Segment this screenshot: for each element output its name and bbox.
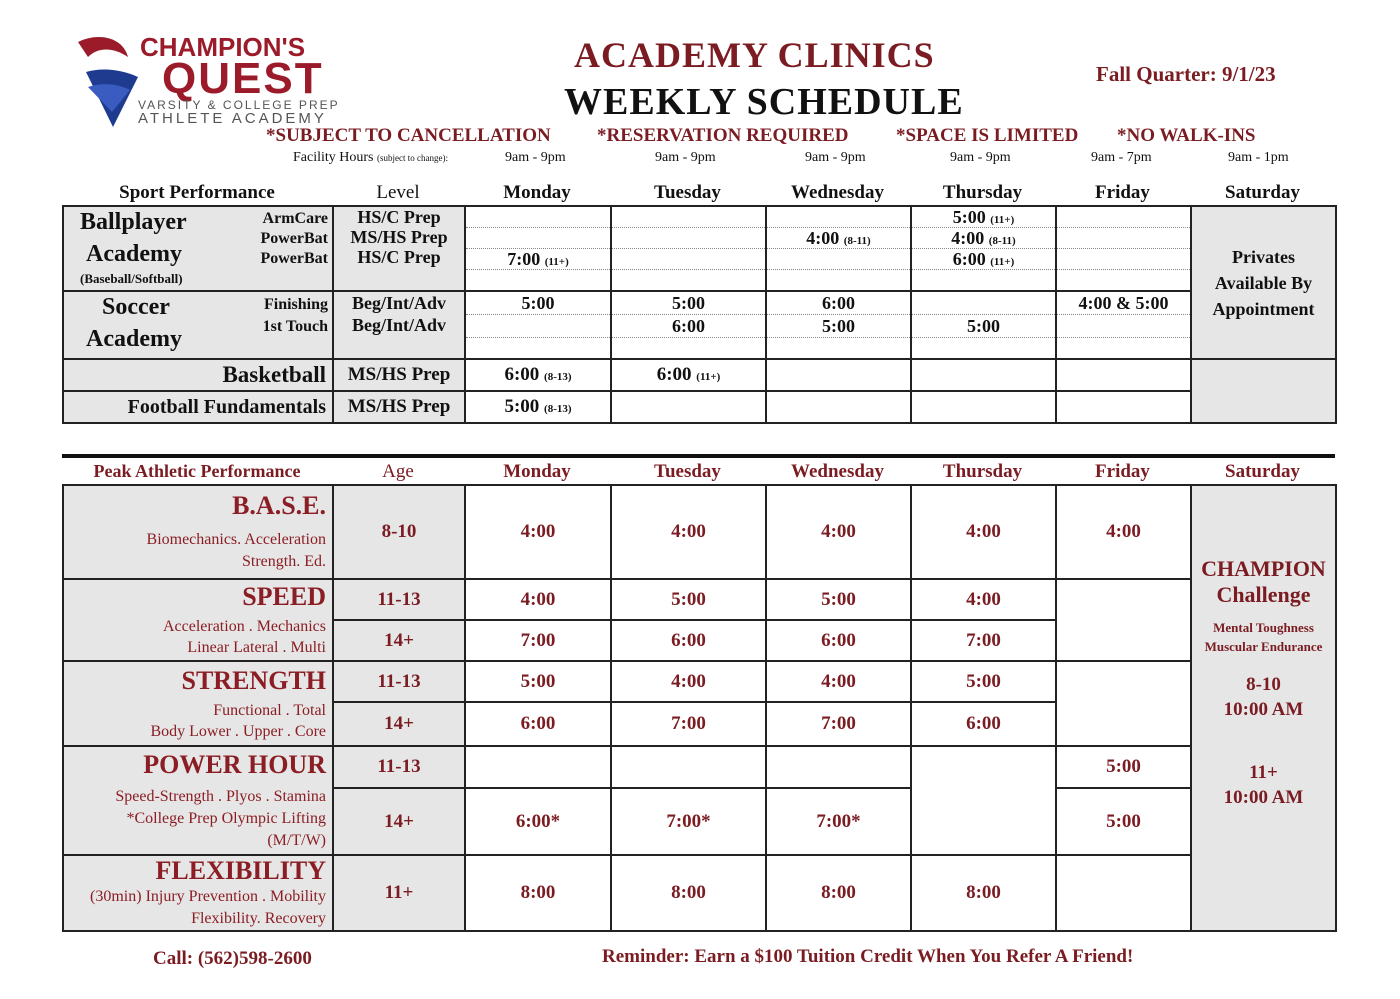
age-note: (11+) (696, 371, 721, 383)
program-subtitle: *College Prep Olympic Lifting (126, 809, 326, 827)
time-cell: 4:00 (911, 485, 1056, 579)
reminder-label: Reminder: (602, 946, 690, 967)
program-subtitle: Body Lower . Upper . Core (150, 722, 326, 740)
age-cell: 11+ (333, 855, 465, 931)
hours-thursday: 9am - 9pm (950, 150, 1011, 165)
day-header-friday: Friday (1095, 182, 1150, 203)
quarter-label: Fall Quarter: 9/1/23 (1096, 62, 1276, 86)
notice-cancellation: *SUBJECT TO CANCELLATION (266, 125, 551, 146)
facility-hours-label (293, 150, 448, 166)
sport-performance-header: Sport Performance (119, 182, 275, 203)
notice-walkins: *NO WALK-INS (1117, 125, 1256, 146)
basketball-label: Basketball (63, 359, 333, 391)
notice-space: *SPACE IS LIMITED (896, 125, 1079, 146)
day-header-monday: Monday (503, 182, 571, 203)
time-cell: 5:00 (611, 579, 766, 620)
age-cell: 8-10 (333, 485, 465, 579)
ballplayer-academy-cell (63, 206, 333, 291)
day-header-wednesday: Wednesday (791, 461, 884, 482)
facility-hours-text: Facility Hours (293, 150, 374, 165)
time-cell: 8:00 (611, 855, 766, 931)
time-text: 6:00 (656, 364, 692, 385)
privates-text: Privates (1232, 246, 1295, 267)
level-text: HS/C Prep (357, 207, 441, 227)
soccer-academy-cell (63, 291, 333, 359)
time-cell: 6:00 (465, 702, 611, 746)
basketball-thursday-cell (911, 359, 1056, 391)
age-note: (8-13) (544, 371, 572, 383)
time-cell: 4:00 (611, 661, 766, 702)
session-time-text: 10:00 AM (1223, 699, 1304, 720)
time-text: 6:00 (952, 249, 986, 269)
day-header-saturday: Saturday (1225, 182, 1300, 203)
available-by-text: Available By (1214, 272, 1313, 293)
ballplayer-tuesday-cell (611, 206, 766, 291)
program-subtitle: Functional . Total (213, 701, 326, 719)
time-cell: 8:00 (911, 855, 1056, 931)
program-subtitle: (M/T/W) (267, 831, 326, 849)
soccer-monday-cell (465, 291, 611, 359)
basketball-level: MS/HS Prep (333, 359, 465, 391)
program-subtitle: Speed-Strength . Plyos . Stamina (115, 787, 326, 805)
time-cell: 5:00 (911, 661, 1056, 702)
time-cell (1056, 579, 1191, 661)
ballplayer-name: Ballplayer (80, 209, 187, 235)
ballplayer-monday-cell (465, 206, 611, 291)
age-note: (11+) (990, 214, 1015, 226)
day-header-tuesday: Tuesday (654, 461, 721, 482)
time-cell: 5:00 (465, 661, 611, 702)
age-cell: 11-13 (333, 746, 465, 788)
time-cell: 8:00 (766, 855, 911, 931)
section-divider (62, 454, 1335, 458)
football-level: MS/HS Prep (333, 391, 465, 423)
table-row (63, 291, 1336, 359)
soccer-level-cell (333, 291, 465, 359)
time-cell: 5:00 (1056, 746, 1191, 788)
baseball-softball-label: (Baseball/Softball) (80, 271, 183, 286)
football-friday-cell (1056, 391, 1191, 423)
age-cell: 14+ (333, 620, 465, 661)
level-text: Beg/Int/Adv (351, 315, 447, 335)
football-tuesday-cell (611, 391, 766, 423)
finishing-label: Finishing (263, 296, 328, 313)
time-cell: 4:00 (465, 485, 611, 579)
time-cell: 4:00 (1056, 485, 1191, 579)
program-title: STRENGTH (181, 665, 326, 695)
basketball-tuesday-cell (611, 359, 766, 391)
time-text: 7:00 (507, 249, 541, 269)
hours-friday: 9am - 7pm (1091, 150, 1152, 165)
time-cell: 5:00 (1056, 788, 1191, 855)
soccer-name: Soccer (102, 294, 170, 320)
table-row (63, 391, 1336, 423)
logo-line1: CHAMPION'S (140, 32, 306, 62)
hours-saturday: 9am - 1pm (1228, 150, 1289, 165)
time-text: 6:00 (612, 315, 765, 338)
program-title: POWER HOUR (143, 749, 326, 779)
time-cell: 7:00* (766, 788, 911, 855)
football-wednesday-cell (766, 391, 911, 423)
page-title: ACADEMY CLINICS (574, 35, 935, 75)
time-cell: 4:00 (911, 579, 1056, 620)
time-cell (1056, 661, 1191, 746)
saturday-empty-cell (1191, 359, 1336, 423)
academy-name: Academy (86, 241, 182, 267)
program-subtitle: Strength. Ed. (242, 553, 326, 570)
appointment-text: Appointment (1212, 298, 1315, 319)
day-header-tuesday: Tuesday (654, 182, 721, 203)
notice-reservation: *RESERVATION REQUIRED (597, 125, 849, 146)
level-text: HS/C Prep (357, 247, 441, 267)
time-text: 5:00 (504, 396, 540, 417)
age-note: (8-11) (843, 235, 871, 247)
time-text: 6:00 (767, 292, 910, 315)
time-text: 4:00 & 5:00 (1057, 292, 1190, 315)
facility-hours-note: (subject to change): (377, 153, 448, 163)
peak-performance-table (62, 484, 1337, 932)
time-text: 5:00 (612, 292, 765, 315)
age-note: (11+) (544, 256, 569, 268)
ballplayer-wednesday-cell (766, 206, 911, 291)
torch-logo-icon (68, 32, 148, 132)
age-cell: 11-13 (333, 579, 465, 620)
time-cell: 7:00 (465, 620, 611, 661)
ballplayer-friday-cell (1056, 206, 1191, 291)
ballplayer-level-cell (333, 206, 465, 291)
age-cell: 11-13 (333, 661, 465, 702)
program-title: FLEXIBILITY (155, 856, 326, 885)
soccer-thursday-cell (911, 291, 1056, 359)
day-header-saturday: Saturday (1225, 461, 1300, 482)
table-row (63, 746, 1336, 788)
age-note: (8-13) (544, 403, 572, 415)
flexibility-program-cell (63, 855, 333, 931)
time-cell: 7:00* (611, 788, 766, 855)
age-header: Age (382, 461, 414, 482)
time-cell (911, 746, 1056, 855)
time-text: 5:00 (952, 207, 986, 227)
time-cell: 7:00 (766, 702, 911, 746)
time-cell (1056, 855, 1191, 931)
hours-wednesday: 9am - 9pm (805, 150, 866, 165)
reminder-text: Earn a $100 Tuition Credit When You Refer A Friend! (694, 946, 1134, 967)
program-subtitle: Acceleration . Mechanics (162, 618, 326, 635)
time-cell: 4:00 (611, 485, 766, 579)
strength-program-cell (63, 661, 333, 746)
day-header-thursday: Thursday (942, 461, 1023, 482)
ballplayer-thursday-cell (911, 206, 1056, 291)
armcare-label: ArmCare (262, 210, 328, 227)
level-text: MS/HS Prep (350, 227, 448, 247)
football-monday-cell (465, 391, 611, 423)
day-header-monday: Monday (503, 461, 571, 482)
day-header-friday: Friday (1095, 461, 1150, 482)
table-row (63, 485, 1336, 579)
peak-performance-header: Peak Athletic Performance (93, 461, 301, 481)
football-thursday-cell (911, 391, 1056, 423)
time-text: 6:00 (504, 364, 540, 385)
time-cell: 7:00 (911, 620, 1056, 661)
age-cell: 14+ (333, 702, 465, 746)
level-text: Beg/Int/Adv (351, 293, 447, 313)
time-cell: 6:00 (766, 620, 911, 661)
time-cell: 6:00* (465, 788, 611, 855)
hours-monday: 9am - 9pm (505, 150, 566, 165)
time-cell: 8:00 (465, 855, 611, 931)
time-cell: 4:00 (465, 579, 611, 620)
basketball-wednesday-cell (766, 359, 911, 391)
program-subtitle: Biomechanics. Acceleration (146, 531, 326, 548)
powerbat-label: PowerBat (260, 250, 328, 267)
time-cell: 7:00 (611, 702, 766, 746)
age-group-text: 8-10 (1246, 674, 1281, 695)
reminder-note (602, 946, 1133, 968)
time-cell: 5:00 (766, 579, 911, 620)
logo-line3: VARSITY & COLLEGE PREP (138, 98, 340, 112)
time-cell: 6:00 (611, 620, 766, 661)
sport-performance-table (62, 205, 1337, 424)
age-group-text: 11+ (1249, 762, 1278, 783)
program-subtitle: (30min) Injury Prevention . Mobility (90, 888, 326, 905)
age-cell: 14+ (333, 788, 465, 855)
champion-title: CHAMPION (1201, 556, 1326, 581)
age-note: (11+) (990, 256, 1015, 268)
time-cell (465, 746, 611, 788)
first-touch-label: 1st Touch (262, 318, 328, 335)
table-row (63, 359, 1336, 391)
logo-line4: ATHLETE ACADEMY (138, 110, 327, 127)
time-text: 4:00 (951, 228, 985, 248)
challenge-title: Challenge (1216, 582, 1311, 607)
day-header-wednesday: Wednesday (791, 182, 884, 203)
mental-toughness-text: Mental Toughness (1213, 620, 1314, 635)
phone-number[interactable]: Call: (562)598-2600 (153, 948, 312, 969)
session-time-text: 10:00 AM (1223, 787, 1304, 808)
table-row (63, 661, 1336, 702)
program-title: SPEED (242, 582, 326, 611)
basketball-monday-cell (465, 359, 611, 391)
time-cell (611, 746, 766, 788)
powerbat-label: PowerBat (260, 230, 328, 247)
program-subtitle: Linear Lateral . Multi (187, 639, 326, 656)
table-row (63, 855, 1336, 931)
program-title: B.A.S.E. (232, 491, 326, 520)
table-row (63, 579, 1336, 620)
saturday-privates-cell (1191, 206, 1336, 359)
academy-name: Academy (86, 326, 182, 352)
time-cell: 4:00 (766, 661, 911, 702)
hours-tuesday: 9am - 9pm (655, 150, 716, 165)
time-text: 5:00 (466, 292, 610, 315)
muscular-endurance-text: Muscular Endurance (1204, 639, 1323, 654)
time-cell (766, 746, 911, 788)
speed-program-cell (63, 579, 333, 661)
base-program-cell (63, 485, 333, 579)
level-header: Level (376, 182, 420, 203)
time-text: 4:00 (806, 228, 840, 248)
soccer-wednesday-cell (766, 291, 911, 359)
time-text: 5:00 (767, 315, 910, 338)
time-text: 5:00 (912, 315, 1055, 338)
page-subtitle: WEEKLY SCHEDULE (564, 81, 964, 123)
time-cell: 4:00 (766, 485, 911, 579)
basketball-friday-cell (1056, 359, 1191, 391)
logo-line2: QUEST (162, 54, 324, 103)
football-label: Football Fundamentals (63, 391, 333, 423)
soccer-tuesday-cell (611, 291, 766, 359)
champion-challenge-cell (1191, 485, 1336, 931)
age-note: (8-11) (988, 235, 1016, 247)
program-subtitle: Flexibility. Recovery (191, 910, 326, 927)
time-cell: 6:00 (911, 702, 1056, 746)
soccer-friday-cell (1056, 291, 1191, 359)
power-hour-program-cell (63, 746, 333, 855)
table-row (63, 206, 1336, 291)
day-header-thursday: Thursday (942, 182, 1023, 203)
